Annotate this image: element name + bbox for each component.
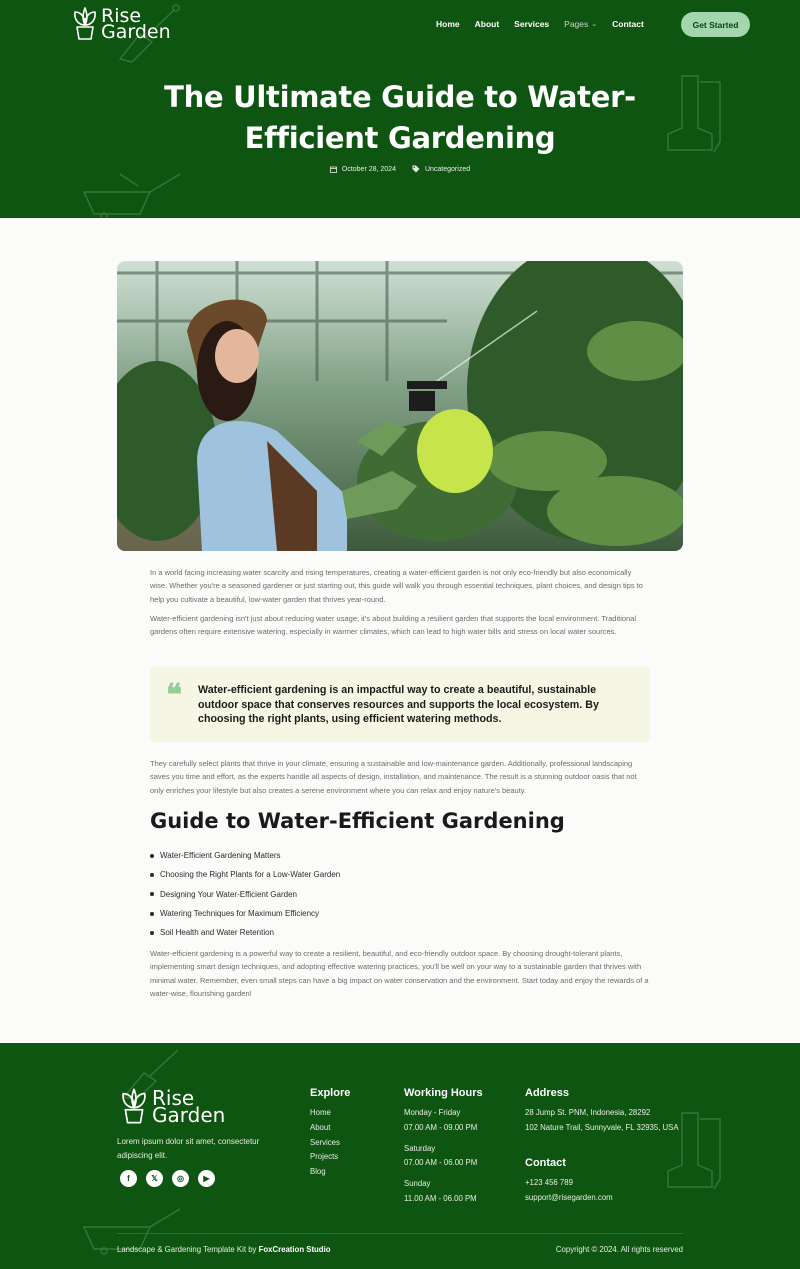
hours-day: Monday - Friday bbox=[404, 1108, 461, 1117]
list-item: Soil Health and Water Retention bbox=[150, 923, 340, 942]
post-date-text: October 28, 2024 bbox=[341, 165, 396, 173]
credit-prefix: Landscape & Gardening Template Kit by bbox=[117, 1245, 259, 1254]
list-item: Designing Your Water-Efficient Garden bbox=[150, 885, 340, 904]
footer-credit bbox=[117, 1245, 331, 1254]
social-links bbox=[120, 1170, 215, 1187]
paragraph-3: They carefully select plants that thrive in your climate, ensuring a sustainable and low-maintenance garden. Additionally, professional landscaping saves you time and effort, as the experts handle all aspects of design, installation, and maintenance. The result is a stunning outdoor oasis that not only enriches your lifestyle but also creates a serene environment where you can relax and enjoy nature's beauty. bbox=[150, 759, 637, 795]
plant-pot-logo-icon bbox=[72, 7, 98, 41]
footer-address bbox=[525, 1087, 679, 1136]
copyright: Copyright © 2024. All rights reserved bbox=[555, 1245, 683, 1254]
quote-mark-icon: ❝ bbox=[166, 678, 183, 713]
brand-logo[interactable] bbox=[72, 7, 171, 41]
footer-contact bbox=[525, 1157, 613, 1206]
explore-heading: Explore bbox=[310, 1087, 351, 1099]
contact-phone[interactable]: +123 456 789 bbox=[525, 1178, 573, 1187]
post-category-text: Uncategorized bbox=[424, 165, 471, 173]
page-title: The Ultimate Guide to Water-Efficient Gardening bbox=[164, 80, 636, 155]
footer-link-home[interactable]: Home bbox=[310, 1108, 331, 1117]
guide-heading: Guide to Water-Efficient Gardening bbox=[150, 809, 565, 833]
footer-link-blog[interactable]: Blog bbox=[310, 1167, 326, 1177]
list-item: Choosing the Right Plants for a Low-Water Garden bbox=[150, 865, 340, 884]
gardener-watering-plants-image bbox=[117, 261, 683, 551]
hours-group bbox=[404, 1142, 483, 1172]
footer-brand-logo[interactable] bbox=[120, 1085, 226, 1127]
post-category[interactable] bbox=[412, 165, 470, 173]
footer-brand-name bbox=[152, 1085, 226, 1127]
list-item: Watering Techniques for Maximum Efficiency bbox=[150, 904, 340, 923]
brand-line-1: Rise bbox=[101, 5, 142, 27]
address-heading: Address bbox=[525, 1087, 570, 1099]
nav-services[interactable]: Services bbox=[514, 19, 550, 29]
hours-group bbox=[404, 1106, 483, 1136]
contact-heading: Contact bbox=[525, 1157, 566, 1169]
hours-time: 11.00 AM - 06.00 PM bbox=[404, 1193, 477, 1203]
calendar-icon bbox=[330, 166, 337, 173]
address-line: 28 Jump St. PNM, Indonesia, 28292 bbox=[525, 1108, 651, 1117]
nav-contact[interactable]: Contact bbox=[612, 19, 644, 29]
footer-link-about[interactable]: About bbox=[310, 1122, 331, 1132]
list-item: Water-Efficient Gardening Matters bbox=[150, 846, 340, 865]
brand-line-1: Rise bbox=[152, 1085, 195, 1110]
footer-working-hours bbox=[404, 1087, 483, 1213]
hours-group bbox=[404, 1177, 483, 1207]
brand-line-2: Garden bbox=[101, 21, 171, 43]
site-footer bbox=[0, 1043, 800, 1269]
get-started-button[interactable]: Get Started bbox=[681, 12, 750, 37]
main-nav bbox=[436, 19, 659, 29]
contact-email[interactable]: support@risegarden.com bbox=[525, 1192, 613, 1202]
hours-time: 07.00 AM - 09.00 PM bbox=[404, 1122, 478, 1132]
footer-divider bbox=[117, 1233, 683, 1234]
footer-explore bbox=[310, 1087, 350, 1180]
hours-day: Saturday bbox=[404, 1143, 436, 1153]
footer-description: Lorem ipsum dolor sit amet, consectetur adipiscing elit. bbox=[117, 1137, 260, 1160]
guide-list bbox=[150, 846, 340, 942]
nav-pages[interactable] bbox=[564, 19, 597, 29]
plant-pot-logo-icon bbox=[120, 1088, 148, 1125]
instagram-icon[interactable]: ◎ bbox=[172, 1170, 189, 1187]
brand-name bbox=[101, 5, 171, 43]
footer-link-services[interactable]: Services bbox=[310, 1137, 340, 1147]
hours-time: 07.00 AM - 06.00 PM bbox=[404, 1158, 478, 1168]
youtube-icon[interactable]: ▶ bbox=[198, 1170, 215, 1187]
post-date bbox=[330, 165, 396, 173]
featured-image bbox=[117, 261, 683, 551]
footer-link-projects[interactable]: Projects bbox=[310, 1152, 339, 1162]
address-line: 102 Nature Trail, Sunnyvale, FL 32935, USA bbox=[525, 1122, 679, 1132]
credit-studio-link[interactable]: FoxCreation Studio bbox=[258, 1245, 331, 1254]
nav-about[interactable]: About bbox=[474, 19, 500, 29]
conclusion-paragraph: Water-efficient gardening is a powerful way to create a resilient, beautiful, and eco-friendly outdoor space. By choosing drought-tolerant plants, implementing smart design techniques, and adopting effective watering practices, you'll be well on your way to a sustainable garden that thrives with minimal water. Remember, even small steps can have a big impact on water conservation and the environment. Start today and enjoy the rewards of a water-wise, flourishing garden! bbox=[150, 949, 649, 999]
working-hours-heading: Working Hours bbox=[404, 1087, 483, 1099]
wheelbarrow-decoration-icon bbox=[80, 168, 185, 218]
facebook-icon[interactable]: f bbox=[120, 1170, 137, 1187]
brand-line-2: Garden bbox=[152, 1102, 226, 1127]
chevron-down-icon: ⌄ bbox=[591, 21, 598, 28]
blockquote-text: Water-efficient gardening is an impactful way to create a beautiful, sustainable outdoor space that conserves resources and supports the local ecosystem. By choosing the right plants, using efficient watering methods. bbox=[198, 684, 599, 726]
nav-pages-label: Pages bbox=[564, 19, 589, 29]
intro-paragraph-1: In a world facing increasing water scarcity and rising temperatures, creating a water-efficient garden is not only eco-friendly but also economically wise. Whether you're a seasoned gardener or just starting out, this guide will walk you through essential techniques, plant choices, and design tips to help you cultivate a beautiful, low-water garden that thrives year-round. bbox=[150, 568, 643, 604]
x-icon[interactable]: 𝕏 bbox=[146, 1170, 163, 1187]
hours-day: Sunday bbox=[404, 1179, 431, 1189]
boots-decoration-icon bbox=[660, 72, 726, 156]
post-meta bbox=[0, 165, 800, 173]
intro-paragraph-2: Water-efficient gardening isn't just about reducing water usage; it's about building a resilient garden that supports the local environment. Traditional gardens often require extensive watering, especially in warmer climates, which can lead to high water bills and stress on local water sources. bbox=[150, 614, 637, 637]
hero-header bbox=[0, 0, 800, 218]
tag-icon bbox=[412, 165, 420, 173]
nav-home[interactable]: Home bbox=[436, 19, 460, 29]
